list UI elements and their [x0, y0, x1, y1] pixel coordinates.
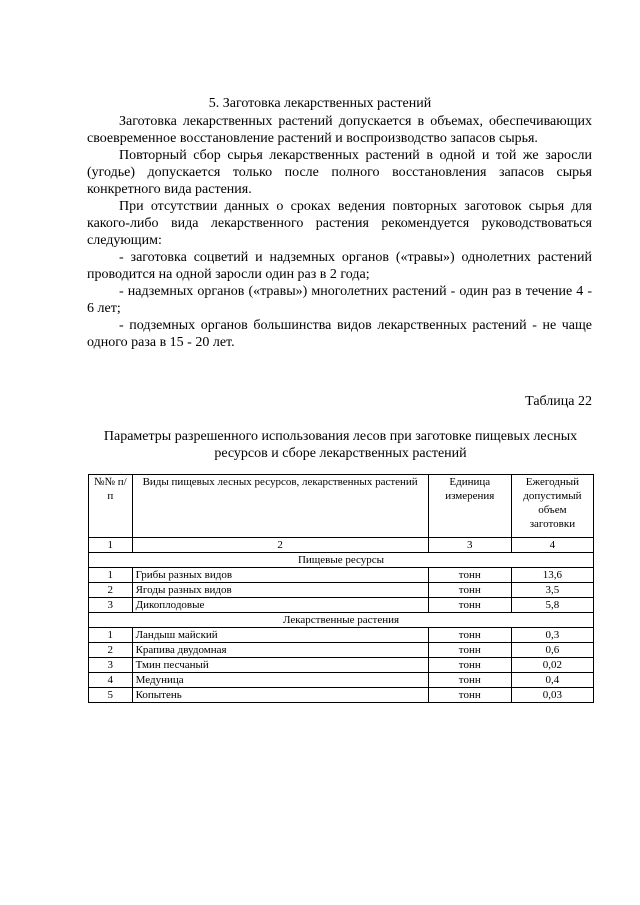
resource-name: Тмин песчаный	[132, 658, 428, 673]
table-row	[89, 673, 594, 688]
unit: тонн	[428, 688, 511, 703]
group-row-medicinal	[89, 613, 594, 628]
volume: 0,02	[511, 658, 593, 673]
table-caption: Параметры разрешенного использования лесов при заготовке пищевых лесных ресурсов и сборе лекарственных растений	[103, 429, 578, 461]
bullet-paragraph: - надземных органов («травы») многолетних растений - один раз в течение 4 - 6 лет;	[87, 284, 592, 316]
header-number: №№ п/п	[89, 475, 133, 538]
row-number: 2	[89, 583, 133, 598]
table-row	[89, 688, 594, 703]
volume: 0,6	[511, 643, 593, 658]
body-text	[87, 113, 592, 351]
resource-name: Ягоды разных видов	[132, 583, 428, 598]
row-number: 3	[89, 598, 133, 613]
column-number: 1	[89, 538, 133, 553]
row-number: 3	[89, 658, 133, 673]
resource-name: Грибы разных видов	[132, 568, 428, 583]
unit: тонн	[428, 658, 511, 673]
unit: тонн	[428, 598, 511, 613]
volume: 5,8	[511, 598, 593, 613]
row-number: 5	[89, 688, 133, 703]
volume: 0,4	[511, 673, 593, 688]
unit: тонн	[428, 628, 511, 643]
group-title: Лекарственные растения	[89, 613, 594, 628]
resources-table	[88, 474, 594, 703]
volume: 3,5	[511, 583, 593, 598]
unit: тонн	[428, 568, 511, 583]
resource-name: Крапива двудомная	[132, 643, 428, 658]
table-row	[89, 628, 594, 643]
volume: 0,3	[511, 628, 593, 643]
table-row	[89, 568, 594, 583]
unit: тонн	[428, 583, 511, 598]
resource-name: Медуница	[132, 673, 428, 688]
section-title: 5. Заготовка лекарственных растений	[208, 96, 432, 111]
resource-name: Ландыш майский	[132, 628, 428, 643]
column-numbering-row	[89, 538, 594, 553]
volume: 13,6	[511, 568, 593, 583]
group-title: Пищевые ресурсы	[89, 553, 594, 568]
table-row	[89, 643, 594, 658]
paragraph: При отсутствии данных о сроках ведения повторных заготовок сырья для какого-либо вида лекарственного растения рекомендуется руководствоваться следующим:	[87, 199, 592, 248]
table-row	[89, 598, 594, 613]
row-number: 4	[89, 673, 133, 688]
column-number: 4	[511, 538, 593, 553]
resource-name: Копытень	[132, 688, 428, 703]
resource-name: Дикоплодовые	[132, 598, 428, 613]
unit: тонн	[428, 673, 511, 688]
unit: тонн	[428, 643, 511, 658]
paragraph: Заготовка лекарственных растений допускается в объемах, обеспечивающих своевременное восстановление растений и воспроизводство запасов сырья.	[87, 114, 592, 146]
column-number: 3	[428, 538, 511, 553]
row-number: 1	[89, 628, 133, 643]
header-type: Виды пищевых лесных ресурсов, лекарственных растений	[132, 475, 428, 538]
table-row	[89, 658, 594, 673]
column-number: 2	[132, 538, 428, 553]
header-volume: Ежегодный допустимый объем заготовки	[511, 475, 593, 538]
row-number: 1	[89, 568, 133, 583]
row-number: 2	[89, 643, 133, 658]
table-row	[89, 583, 594, 598]
table-label: Таблица 22	[525, 394, 592, 409]
header-unit: Единица измерения	[428, 475, 511, 538]
group-row-food	[89, 553, 594, 568]
bullet-paragraph: - подземных органов большинства видов лекарственных растений - не чаще одного раза в 15 - 20 лет.	[87, 318, 592, 350]
volume: 0,03	[511, 688, 593, 703]
bullet-paragraph: - заготовка соцветий и надземных органов («травы») однолетних растений проводится на одной заросли один раз в 2 года;	[87, 250, 592, 282]
paragraph: Повторный сбор сырья лекарственных растений в одной и той же заросли (угодье) допускается только после полного восстановления запасов сырья конкретного вида растения.	[87, 148, 592, 197]
table-header-row	[89, 475, 594, 538]
